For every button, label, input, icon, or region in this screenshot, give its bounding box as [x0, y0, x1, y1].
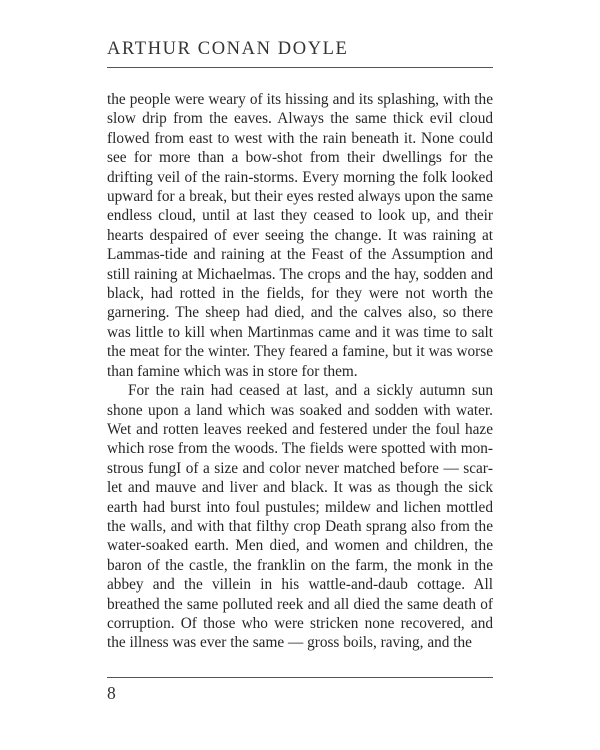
footer-rule [107, 677, 493, 678]
paragraph: For the rain had ceased at last, and a sickly autumn sun shone upon a land which was soaked and sodden with water. Wet and rotten leaves reeked and festered under the foul haze which rose from the woods. The fields were spotted with monstrous fungI of a size and color never matched before — scarlet and mauve and liver and black. It was as though the sick earth had burst into foul pustules; mildew and lichen mottled the walls, and with that filthy crop Death sprang also from the water-soaked earth. Men died, and women and children, the baron of the castle, the franklin on the farm, the monk in the abbey and the villein in his wattle-and-daub cottage. All breathed the same polluted reek and all died the same death of corruption. Of those who were stricken none recovered, and the illness was ever the same — gross boils, raving, and the [107, 382, 493, 652]
body-text [107, 90, 493, 653]
paragraph: the people were weary of its hissing and its splashing, with the slow drip from the eaves. Always the same thick evil cloud flowed from east to west with the rain beneath it. None could see for more than a bow-shot from their dwellings for the drifting veil of the rain-storms. Every morning the folk looked upward for a break, but their eyes rested always upon the same endless cloud, until at last they ceased to look up, and their hearts despaired of ever seeing the change. It was raining at Lammas-tide and raining at the Feast of the Assumption and still raining at Michaelmas. The crops and the hay, sodden and black, had rotted in the fields, for they were not worth the garnering. The sheep had died, and the calves also, so there was little to kill when Martinmas came and it was time to salt the meat for the winter. They feared a famine, but it was worse than famine which was in store for them. [107, 91, 493, 380]
running-header: ARTHUR CONAN DOYLE [107, 39, 349, 59]
header-rule [107, 67, 493, 68]
page-number: 8 [107, 683, 116, 703]
